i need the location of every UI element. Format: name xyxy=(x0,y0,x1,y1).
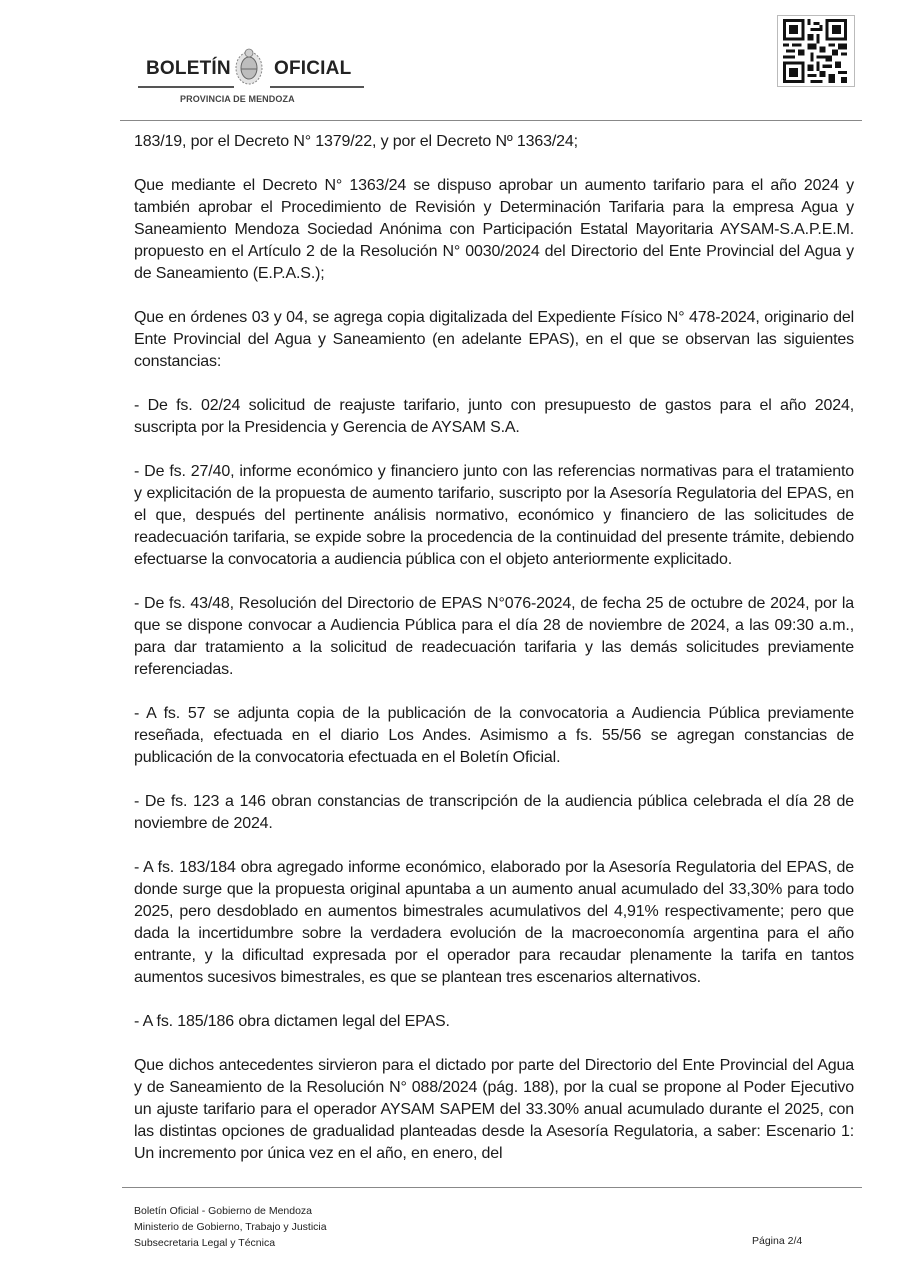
page-header xyxy=(0,0,905,122)
header-divider xyxy=(120,120,862,121)
paragraph-fs-123-146: - De fs. 123 a 146 obran constancias de transcripción de la audiencia pública celebrada el día 28 de noviembre de 2024. xyxy=(134,793,854,832)
qr-code-icon[interactable] xyxy=(777,15,855,87)
paragraph-fs-185-186: - A fs. 185/186 obra dictamen legal del EPAS. xyxy=(134,1013,450,1030)
paragraph-decree-references: 183/19, por el Decreto N° 1379/22, y por el Decreto Nº 1363/24; xyxy=(134,133,578,150)
logo-rule-left xyxy=(138,86,234,88)
footer-subsecretaria: Subsecretaria Legal y Técnica xyxy=(134,1237,276,1249)
footer-divider xyxy=(122,1187,862,1188)
boletin-oficial-logo xyxy=(138,42,368,108)
page-number: Página 2/4 xyxy=(752,1235,803,1247)
coat-of-arms-icon xyxy=(234,46,264,88)
logo-rule-right xyxy=(270,86,364,88)
footer-ministry: Ministerio de Gobierno, Trabajo y Justicia xyxy=(134,1221,327,1233)
paragraph-fs-27-40: - De fs. 27/40, informe económico y financiero junto con las referencias normativas para el tratamiento y explicitación de la propuesta de aumento tarifario, suscripto por la Asesoría Regulatoria del EPAS, en el que, después del pertinente análisis normativo, económico y financiero de las solicitudes de readecuación tarifaria, se expide sobre la procedencia de la continuidad del presente trámite, debiendo efectuarse la convocatoria a audiencia pública con el objeto anteriormente explicitado. xyxy=(134,463,854,568)
paragraph-fs-02-24: - De fs. 02/24 solicitud de reajuste tarifario, junto con presupuesto de gastos para el año 2024, suscripta por la Presidencia y Gerencia de AYSAM S.A. xyxy=(134,397,854,436)
logo-text-boletin: BOLETÍN xyxy=(146,58,231,79)
paragraph-fs-57: - A fs. 57 se adjunta copia de la publicación de la convocatoria a Audiencia Pública previamente reseñada, efectuada en el diario Los Andes. Asimismo a fs. 55/56 se agregan constancias de publicación de la convocatoria efectuada en el Boletín Oficial. xyxy=(134,705,854,766)
page-footer xyxy=(134,1203,327,1251)
paragraph-resolucion-088: Que dichos antecedentes sirvieron para el dictado por parte del Directorio del Ente Provincial del Agua y de Saneamiento de la Resolución N° 088/2024 (pág. 188), por la cual se propone al Poder Ejecutivo un ajuste tarifario para el operador AYSAM SAPEM del 33.30% anual acumulado durante el 2025, con las distintas opciones de gradualidad planteadas desde la Asesoría Regulatoria, a saber: Escenario 1: Un incremento por única vez en el año, en enero, del xyxy=(134,1057,854,1162)
paragraph-fs-183-184: - A fs. 183/184 obra agregado informe económico, elaborado por la Asesoría Regulatoria del EPAS, de donde surge que la propuesta original apuntaba a un aumento anual acumulado del 33,30% para todo 2025, pero desdoblado en aumentos bimestrales acumulativos del 4,91% respectivamente; pero que dada la incertidumbre sobre la verdadera evolución de la macroeconomía argentina para el año entrante, y la dificultad expresada por el operador para recaudar plenamente la tarifa en tantos aumentos sucesivos bimestrales, es que se plantean tres escenarios alternativos. xyxy=(134,859,854,986)
paragraph-fs-43-48: - De fs. 43/48, Resolución del Directorio de EPAS N°076-2024, de fecha 25 de octubre de 2024, por la que se dispone convocar a Audiencia Pública para el día 28 de noviembre de 2024, a las 09:30 a.m., para dar tratamiento a la solicitud de readecuación tarifaria y las demás solicitudes previamente referenciadas. xyxy=(134,595,854,678)
logo-subtitle: PROVINCIA DE MENDOZA xyxy=(180,94,295,104)
paragraph-expediente: Que en órdenes 03 y 04, se agrega copia digitalizada del Expediente Físico N° 478-2024, originario del Ente Provincial del Agua y Saneamiento (en adelante EPAS), en el que se observan las siguientes constancias: xyxy=(134,309,854,370)
paragraph-decree-1363: Que mediante el Decreto N° 1363/24 se dispuso aprobar un aumento tarifario para el año 2024 y también aprobar el Procedimiento de Revisión y Determinación Tarifaria para la empresa Agua y Saneamiento Mendoza Sociedad Anónima con Participación Estatal Mayoritaria AYSAM-S.A.P.E.M. propuesto en el Artículo 2 de la Resolución N° 0030/2024 del Directorio del Ente Provincial del Agua y de Saneamiento (E.P.A.S.); xyxy=(134,177,854,282)
document-body xyxy=(134,131,854,1187)
logo-text-oficial: OFICIAL xyxy=(274,58,352,79)
footer-publisher: Boletín Oficial - Gobierno de Mendoza xyxy=(134,1205,313,1217)
